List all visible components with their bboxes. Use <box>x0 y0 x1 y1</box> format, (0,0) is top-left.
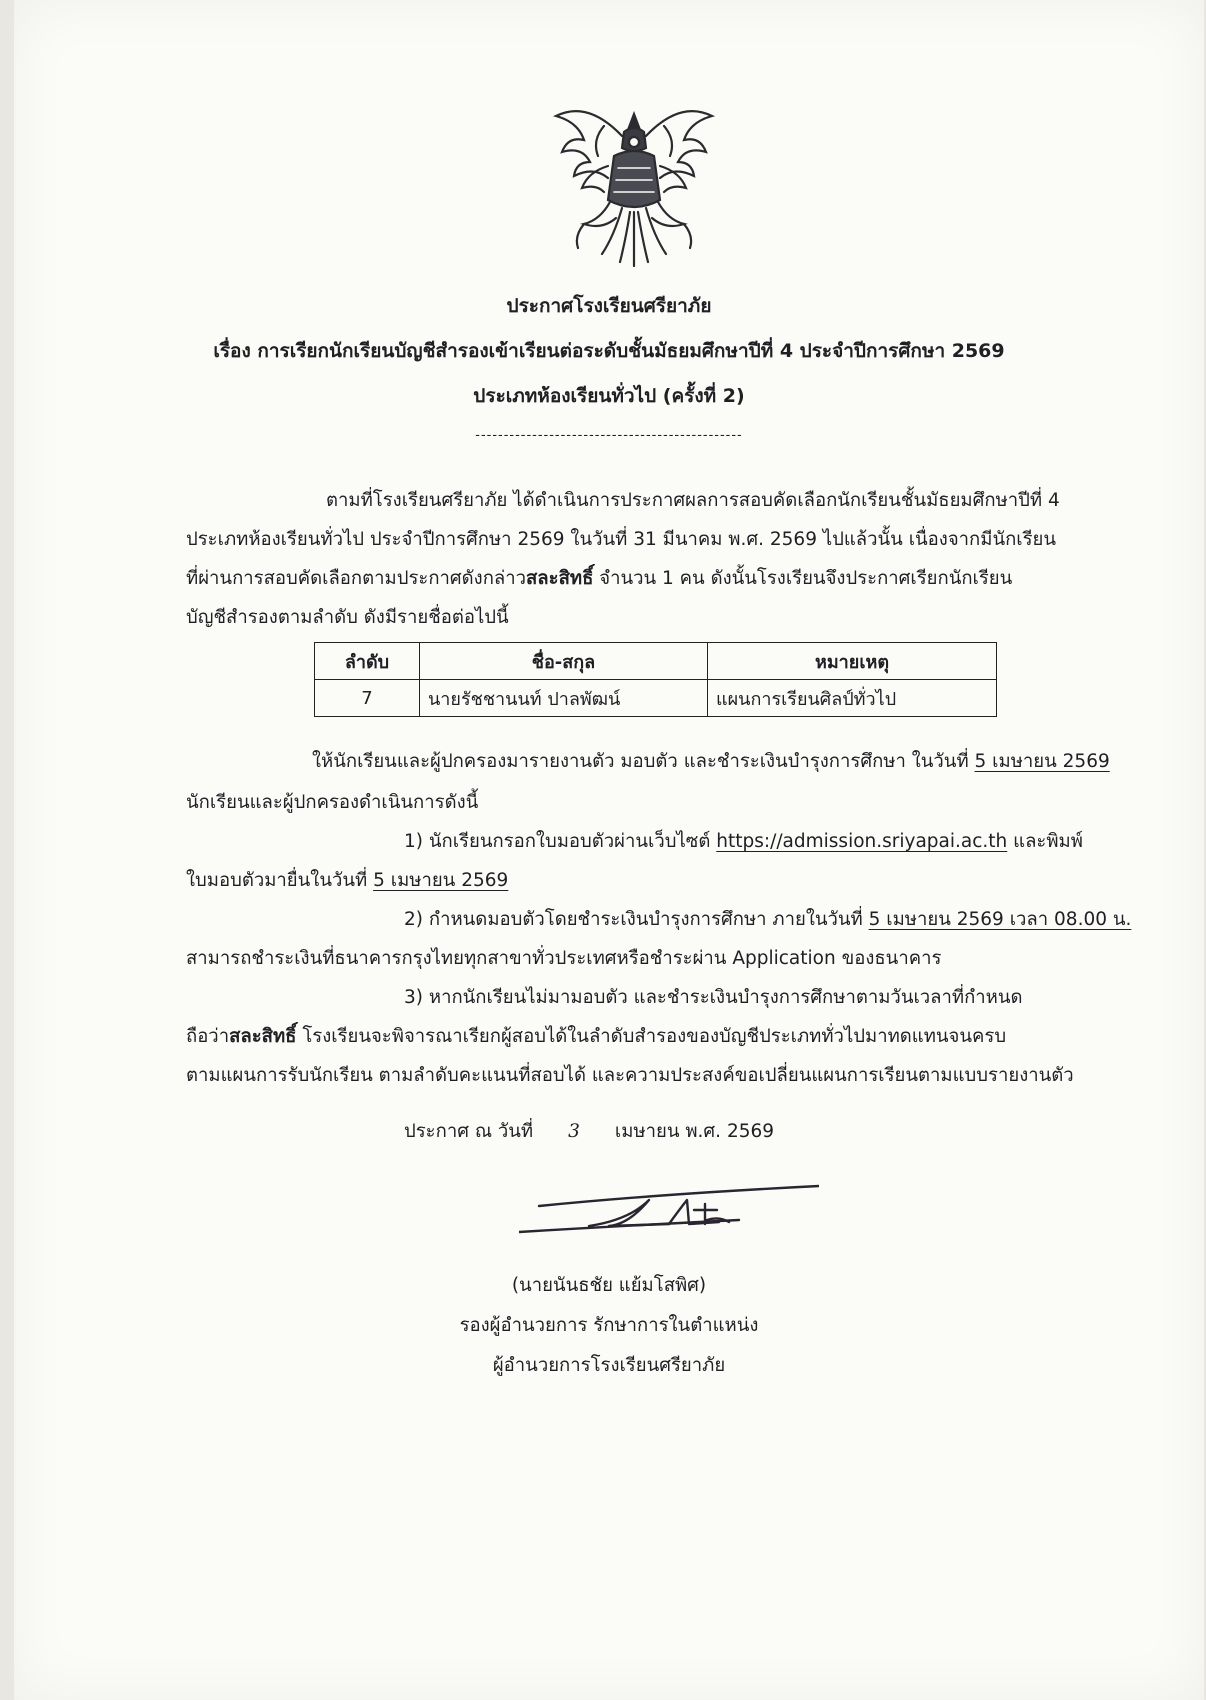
signatory-position: รองผู้อำนวยการ รักษาการในตำแหน่ง <box>459 1315 759 1336</box>
announce-label: ประกาศ ณ วันที่ <box>404 1121 534 1142</box>
document-page <box>14 0 1204 1700</box>
step-2-text: 2) กำหนดมอบตัวโดยชำระเงินบำรุงการศึกษา ภายในวันที่ <box>404 909 869 930</box>
step-3b-text: ถือว่า <box>186 1026 230 1047</box>
forfeit-emphasis-2: สละสิทธิ์ <box>229 1026 297 1047</box>
step-3b-rest: โรงเรียนจะพิจารณาเรียกผู้สอบได้ในลำดับสำรองของบัญชีประเภททั่วไปมาทดแทนจนครบ <box>296 1026 1007 1047</box>
signatory-name: (นายนันธชัย แย้มโสพิศ) <box>511 1275 707 1296</box>
report-date: 5 เมษายน 2569 <box>974 751 1110 772</box>
announcement-subject: เรื่อง การเรียกนักเรียนบัญชีสำรองเข้าเรียนต่อระดับชั้นมัธยมศึกษาปีที่ 4 ประจำปีการศึกษา 2569 <box>213 340 1005 362</box>
column-header-remark: หมายเหตุ <box>708 643 997 680</box>
step-1-line-2 <box>186 866 508 895</box>
intro-line-3-text: ที่ผ่านการสอบคัดเลือกตามประกาศดังกล่าว <box>186 568 527 589</box>
report-line-1-text: ให้นักเรียนและผู้ปกครองมารายงานตัว มอบตัว และชำระเงินบำรุงการศึกษา ในวันที่ <box>312 751 975 772</box>
forfeit-emphasis: สละสิทธิ์ <box>526 568 594 589</box>
step-3-line-2 <box>186 1022 1006 1051</box>
cell-order: 7 <box>315 680 420 717</box>
cell-remark: แผนการเรียนศิลป์ทั่วไป <box>708 680 997 717</box>
intro-line-1: ตามที่โรงเรียนศรียาภัย ได้ดำเนินการประกาศผลการสอบคัดเลือกนักเรียนชั้นมัธยมศึกษาปีที่ 4 <box>326 490 1060 511</box>
step-2-line-2: สามารถชำระเงินที่ธนาคารกรุงไทยทุกสาขาทั่วประเทศหรือชำระผ่าน Application ของธนาคาร <box>186 948 942 969</box>
step-1-date: 5 เมษายน 2569 <box>373 870 509 891</box>
admission-website-link[interactable]: https://admission.sriyapai.ac.th <box>716 831 1008 852</box>
report-line-1 <box>312 747 1110 776</box>
reserve-student-table <box>314 642 997 717</box>
intro-line-2: ประเภทห้องเรียนทั่วไป ประจำปีการศึกษา 2569 ในวันที่ 31 มีนาคม พ.ศ. 2569 ไปแล้วนั้น เนื่องจากมีนักเรียน <box>186 529 1057 550</box>
step-3-line-3: ตามแผนการรับนักเรียน ตามลำดับคะแนนที่สอบได้ และความประสงค์ขอเปลี่ยนแผนการเรียนตามแบบรายงานตัว <box>186 1065 1074 1086</box>
intro-line-3-rest: จำนวน 1 คน ดังนั้นโรงเรียนจึงประกาศเรียกนักเรียน <box>593 568 1013 589</box>
signature-image <box>519 1180 819 1250</box>
column-header-name: ชื่อ-สกุล <box>420 643 708 680</box>
cell-name: นายรัชชานนท์ ปาลพัฒน์ <box>420 680 708 717</box>
announce-date <box>404 1117 774 1146</box>
intro-line-4: บัญชีสำรองตามลำดับ ดังมีรายชื่อต่อไปนี้ <box>186 607 509 628</box>
step-3-line: 3) หากนักเรียนไม่มามอบตัว และชำระเงินบำรุงการศึกษาตามวันเวลาที่กำหนด <box>404 987 1023 1008</box>
report-line-2: นักเรียนและผู้ปกครองดำเนินการดังนี้ <box>186 792 479 813</box>
garuda-emblem-icon <box>544 96 724 276</box>
step-2-line <box>404 905 1131 934</box>
step-1b-text: ใบมอบตัวมายื่นในวันที่ <box>186 870 374 891</box>
header-divider: ----------------------------------------------- <box>475 428 743 443</box>
announce-day: 3 <box>568 1121 580 1142</box>
signatory-position-2: ผู้อำนวยการโรงเรียนศรียาภัย <box>492 1355 726 1376</box>
step-1-rest: และพิมพ์ <box>1007 831 1083 852</box>
announcement-category: ประเภทห้องเรียนทั่วไป (ครั้งที่ 2) <box>473 385 745 407</box>
column-header-order: ลำดับ <box>315 643 420 680</box>
announcement-title: ประกาศโรงเรียนศรียาภัย <box>506 295 712 317</box>
table-row <box>315 680 997 717</box>
announce-month-year: เมษายน พ.ศ. 2569 <box>614 1121 775 1142</box>
intro-line-3 <box>186 564 1012 593</box>
table-header-row <box>315 643 997 680</box>
step-1-line <box>404 827 1083 856</box>
step-1-text: 1) นักเรียนกรอกใบมอบตัวผ่านเว็บไซต์ <box>404 831 717 852</box>
step-2-deadline: 5 เมษายน 2569 เวลา 08.00 น. <box>868 909 1132 930</box>
